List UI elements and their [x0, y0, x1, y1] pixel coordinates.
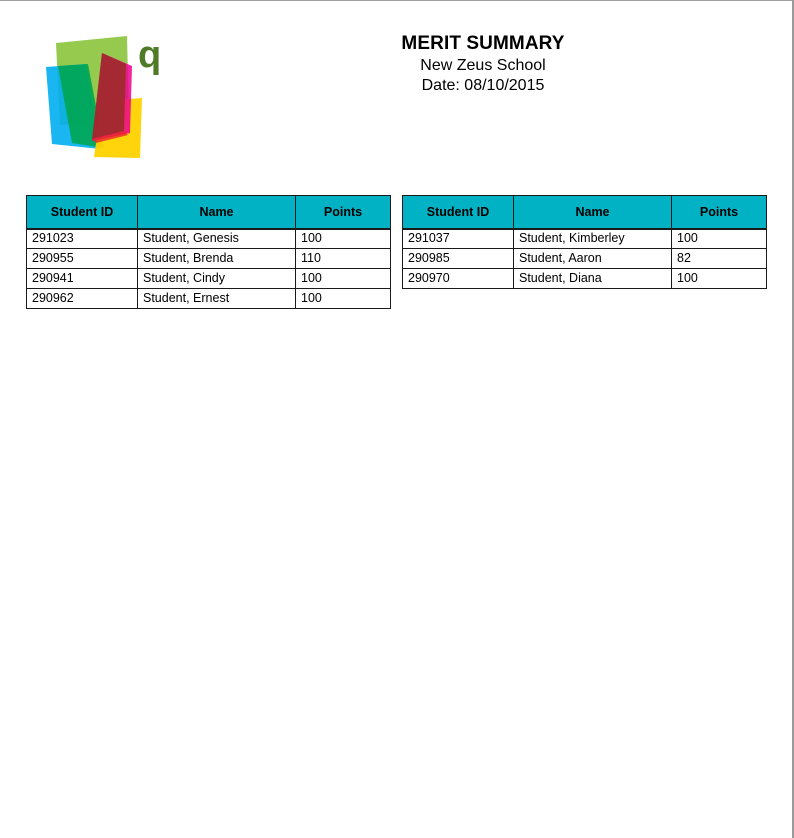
merit-table-right — [402, 195, 767, 289]
table-row — [27, 229, 391, 249]
table-row — [27, 289, 391, 309]
points-cell: 110 — [296, 249, 391, 269]
points-cell: 82 — [672, 249, 767, 269]
student-id-cell: 290955 — [27, 249, 138, 269]
report-date: Date: 08/10/2015 — [421, 77, 545, 94]
column-header-student-id: Student ID — [27, 196, 138, 229]
table-row — [27, 269, 391, 289]
table-row — [403, 229, 767, 249]
column-header-points: Points — [296, 196, 391, 229]
svg-text:q: q — [138, 34, 162, 76]
student-name-cell: Student, Brenda — [138, 249, 296, 269]
student-name-cell: Student, Ernest — [138, 289, 296, 309]
points-cell: 100 — [672, 229, 767, 249]
report-title: MERIT SUMMARY — [401, 33, 565, 54]
table-row — [403, 269, 767, 289]
merit-table-left — [26, 195, 391, 309]
column-header-name: Name — [514, 196, 672, 229]
table-row — [403, 249, 767, 269]
student-id-cell: 290970 — [403, 269, 514, 289]
student-name-cell: Student, Cindy — [138, 269, 296, 289]
column-header-student-id: Student ID — [403, 196, 514, 229]
student-id-cell: 290962 — [27, 289, 138, 309]
student-name-cell: Student, Aaron — [514, 249, 672, 269]
student-id-cell: 291037 — [403, 229, 514, 249]
points-cell: 100 — [296, 229, 391, 249]
column-header-points: Points — [672, 196, 767, 229]
table-row — [27, 249, 391, 269]
student-id-cell: 290985 — [403, 249, 514, 269]
student-name-cell: Student, Kimberley — [514, 229, 672, 249]
points-cell: 100 — [296, 269, 391, 289]
student-name-cell: Student, Diana — [514, 269, 672, 289]
q-logo-icon — [44, 31, 166, 161]
student-id-cell: 291023 — [27, 229, 138, 249]
table-header-row — [27, 196, 391, 229]
table-header-row — [403, 196, 767, 229]
student-id-cell: 290941 — [27, 269, 138, 289]
student-name-cell: Student, Genesis — [138, 229, 296, 249]
points-cell: 100 — [296, 289, 391, 309]
school-name: New Zeus School — [420, 57, 546, 74]
report-header — [340, 33, 626, 96]
column-header-name: Name — [138, 196, 296, 229]
points-cell: 100 — [672, 269, 767, 289]
